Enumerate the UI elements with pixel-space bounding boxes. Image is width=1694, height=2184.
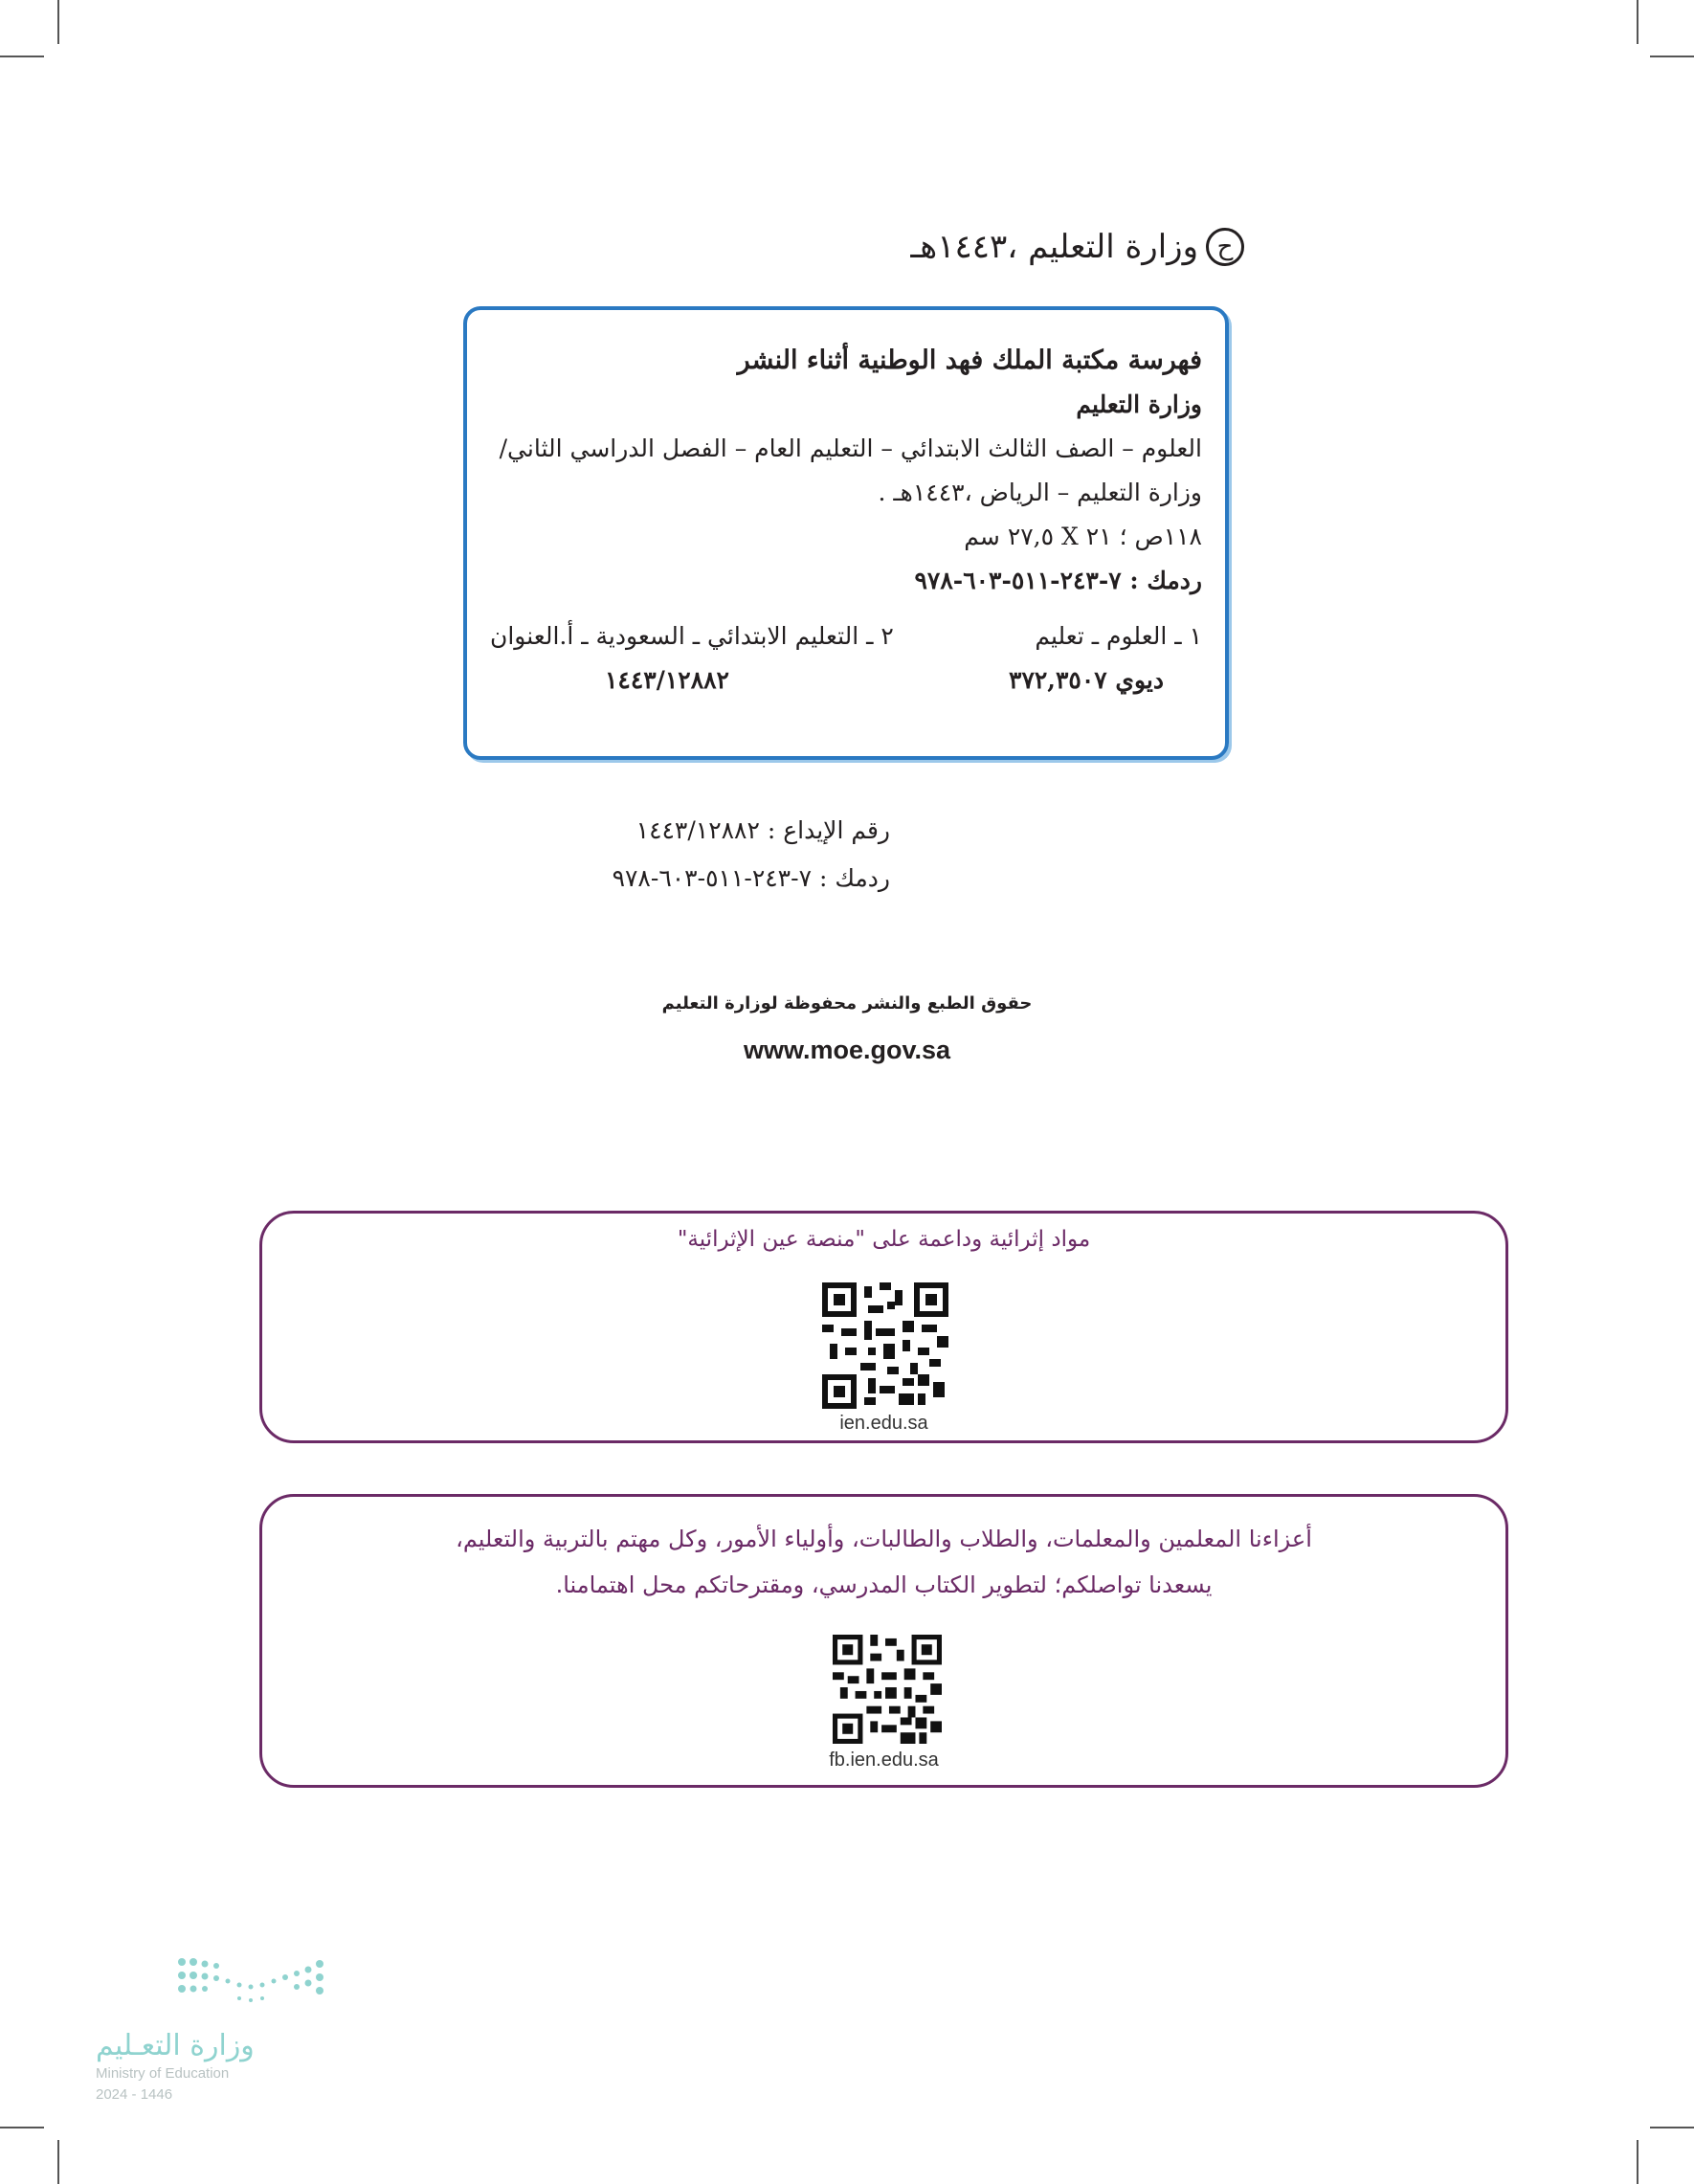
copyright-line (910, 228, 1244, 266)
copyright-symbol: ح (1206, 228, 1244, 266)
deposit-isbn: ردمك : ٧-٢٤٣-٥١١-٦٠٣-٩٧٨ (612, 864, 890, 892)
catalog-author: وزارة التعليم (1076, 390, 1202, 418)
crop-mark (0, 56, 44, 57)
catalog-subjects-right: ١ ـ العلوم ـ تعليم (1035, 622, 1202, 650)
crop-mark (1637, 0, 1638, 44)
logo-arabic-text: وزارة التعـليم (96, 2029, 255, 2062)
crop-mark (0, 2127, 44, 2128)
feedback-line-2: يسعدنا تواصلكم؛ لتطوير الكتاب المدرسي، ومقترحاتكم محل اهتمامنا. (555, 1571, 1213, 1598)
logo-english-text: Ministry of Education (96, 2065, 230, 2082)
qr-code-ien[interactable] (822, 1282, 948, 1409)
catalog-box (463, 306, 1229, 760)
qr-pattern-icon (822, 1282, 948, 1409)
catalog-title: فهرسة مكتبة الملك فهد الوطنية أثناء النشر (737, 345, 1202, 375)
feedback-panel (259, 1494, 1508, 1788)
crop-mark (1637, 2140, 1638, 2184)
crop-mark (57, 0, 59, 44)
crop-mark (1650, 2127, 1694, 2128)
catalog-line-1: العلوم – الصف الثالث الابتدائي – التعليم العام – الفصل الدراسي الثاني/ (499, 435, 1202, 462)
catalog-deposit-number: ١٤٤٣/١٢٨٨٢ (605, 666, 729, 694)
copyright-text: وزارة التعليم ،١٤٤٣هـ (910, 228, 1198, 266)
catalog-isbn: ردمك : ٧-٢٤٣-٥١١-٦٠٣-٩٧٨ (914, 567, 1202, 594)
deposit-block (613, 807, 890, 903)
ministry-logo (96, 1952, 345, 2115)
enrichment-panel (259, 1211, 1508, 1443)
catalog-line-3: ١١٨ص ؛ ٢١ X ٢٧,٥ سم (964, 523, 1202, 550)
feedback-line-1: أعزاءنا المعلمين والمعلمات، والطلاب والطالبات، وأولياء الأمور، وكل مهتم بالتربية والتعليم، (456, 1526, 1312, 1552)
qr-code-fb[interactable] (833, 1635, 942, 1744)
catalog-subjects-left: ٢ ـ التعليم الابتدائي ـ السعودية ـ أ.العنوان (490, 622, 894, 650)
crop-mark (57, 2140, 59, 2184)
enrichment-text: مواد إثرائية وداعمة على "منصة عين الإثرائية" (677, 1227, 1091, 1252)
website-link[interactable]: www.moe.gov.sa (743, 1036, 951, 1064)
catalog-dewey: ديوي ٣٧٢,٣٥٠٧ (1009, 666, 1164, 694)
rights-notice: حقوق الطبع والنشر محفوظة لوزارة التعليم (661, 993, 1033, 1014)
qr-pattern-icon (833, 1635, 942, 1744)
catalog-line-2: وزارة التعليم – الرياض ،١٤٤٣هـ . (878, 479, 1202, 506)
qr-caption-ien[interactable]: ien.edu.sa (839, 1413, 928, 1434)
crop-mark (1650, 56, 1694, 57)
qr-caption-fb[interactable]: fb.ien.edu.sa (829, 1749, 939, 1771)
logo-year: 2024 - 1446 (96, 2086, 173, 2103)
logo-dots-icon (172, 1952, 421, 2019)
deposit-number: رقم الإيداع : ١٤٤٣/١٢٨٨٢ (635, 816, 890, 844)
